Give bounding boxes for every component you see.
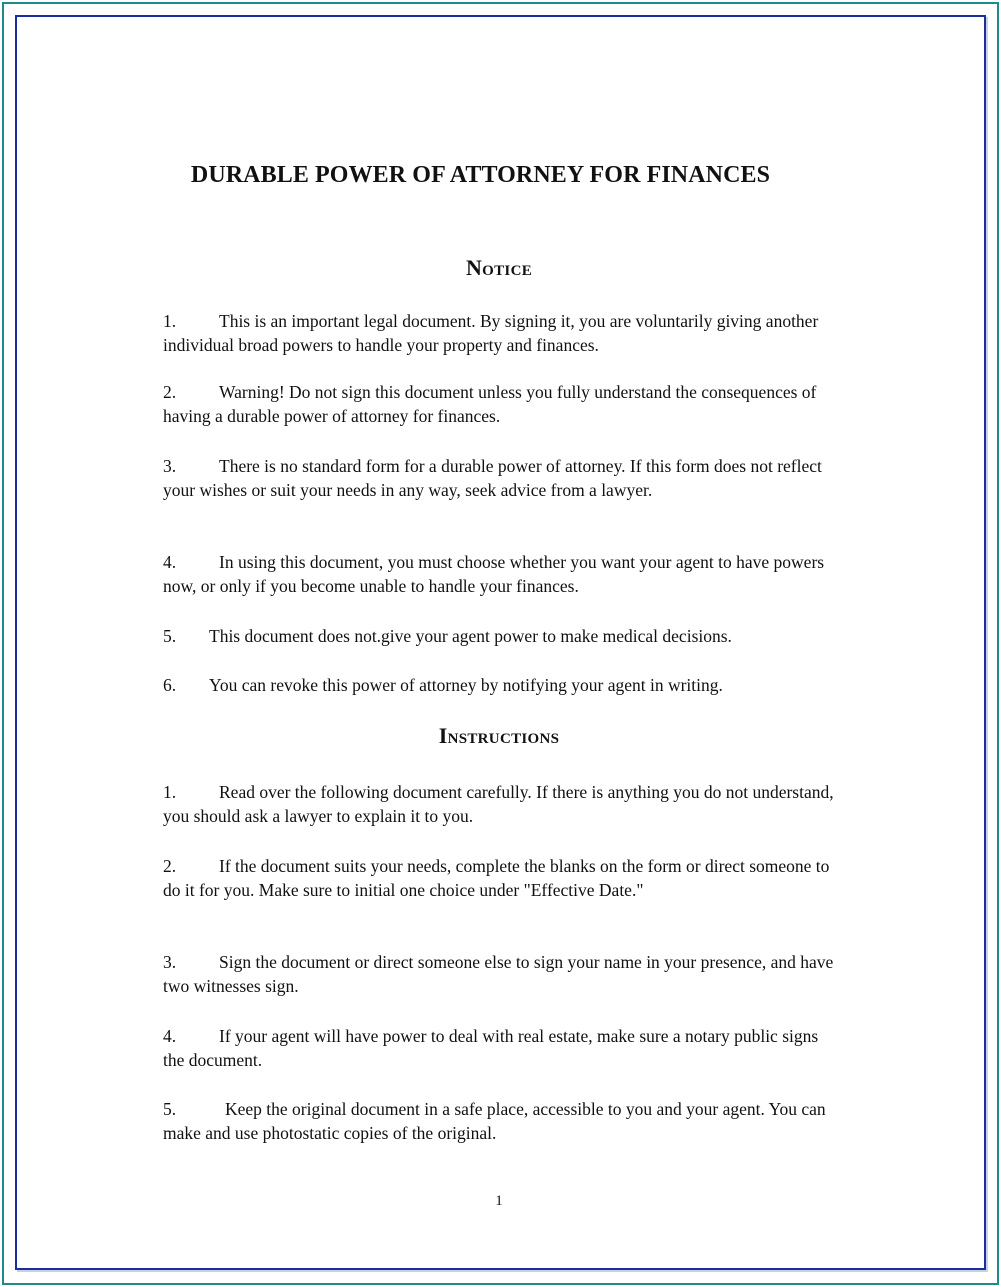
instruction-item-number: 4.: [163, 1026, 177, 1046]
notice-item: [163, 309, 843, 357]
notice-item: [163, 550, 843, 598]
instruction-item-number: 1.: [163, 782, 177, 802]
notice-item-number: 2.: [163, 382, 177, 402]
instruction-item: [163, 854, 843, 902]
notice-item: [163, 380, 843, 428]
notice-item-number: 3.: [163, 456, 177, 476]
instruction-item-text: Keep the original document in a safe place, accessible to you and your agent. You can make and use photostatic copies of the original.: [163, 1099, 826, 1143]
instruction-item-text: If your agent will have power to deal with real estate, make sure a notary public signs the document.: [163, 1026, 819, 1070]
notice-item-text: Warning! Do not sign this document unless you fully understand the consequences of having a durable power of attorney for finances.: [163, 382, 817, 426]
notice-item: [163, 673, 843, 697]
instructions-heading: Instructions: [438, 723, 560, 748]
instruction-item: [163, 1097, 843, 1145]
instruction-item: [163, 780, 843, 828]
notice-item-number: 5.: [163, 626, 177, 646]
instruction-item: [163, 1024, 843, 1072]
notice-item-text: This document does not.give your agent power to make medical decisions.: [209, 626, 732, 646]
notice-item-number: 1.: [163, 311, 177, 331]
instruction-item-number: 3.: [163, 952, 177, 972]
notice-item-text: You can revoke this power of attorney by notifying your agent in writing.: [209, 675, 723, 695]
instruction-item-number: 5.: [163, 1099, 177, 1119]
document-title: DURABLE POWER OF ATTORNEY FOR FINANCES: [190, 162, 771, 188]
notice-heading: Notice: [465, 255, 533, 280]
instruction-item-text: Sign the document or direct someone else to sign your name in your presence, and have two witnesses sign.: [163, 952, 834, 996]
page-number: 1: [495, 1193, 503, 1209]
instruction-item-text: If the document suits your needs, complete the blanks on the form or direct someone to do it for you. Make sure to initial one choice under "Effective Date.": [163, 856, 830, 900]
instruction-item-text: Read over the following document carefully. If there is anything you do not understand, you should ask a lawyer to explain it to you.: [163, 782, 834, 826]
notice-item-text: In using this document, you must choose whether you want your agent to have powers now, or only if you become unable to handle your finances.: [163, 552, 825, 596]
notice-item-number: 6.: [163, 675, 177, 695]
notice-item-text: This is an important legal document. By signing it, you are voluntarily giving another individual broad powers to handle your property and finances.: [163, 311, 819, 355]
instruction-item-number: 2.: [163, 856, 177, 876]
notice-item: [163, 454, 843, 502]
notice-item-text: There is no standard form for a durable power of attorney. If this form does not reflect your wishes or suit your needs in any way, seek advice from a lawyer.: [163, 456, 822, 500]
notice-item-number: 4.: [163, 552, 177, 572]
instruction-item: [163, 950, 843, 998]
notice-item: [163, 624, 843, 648]
